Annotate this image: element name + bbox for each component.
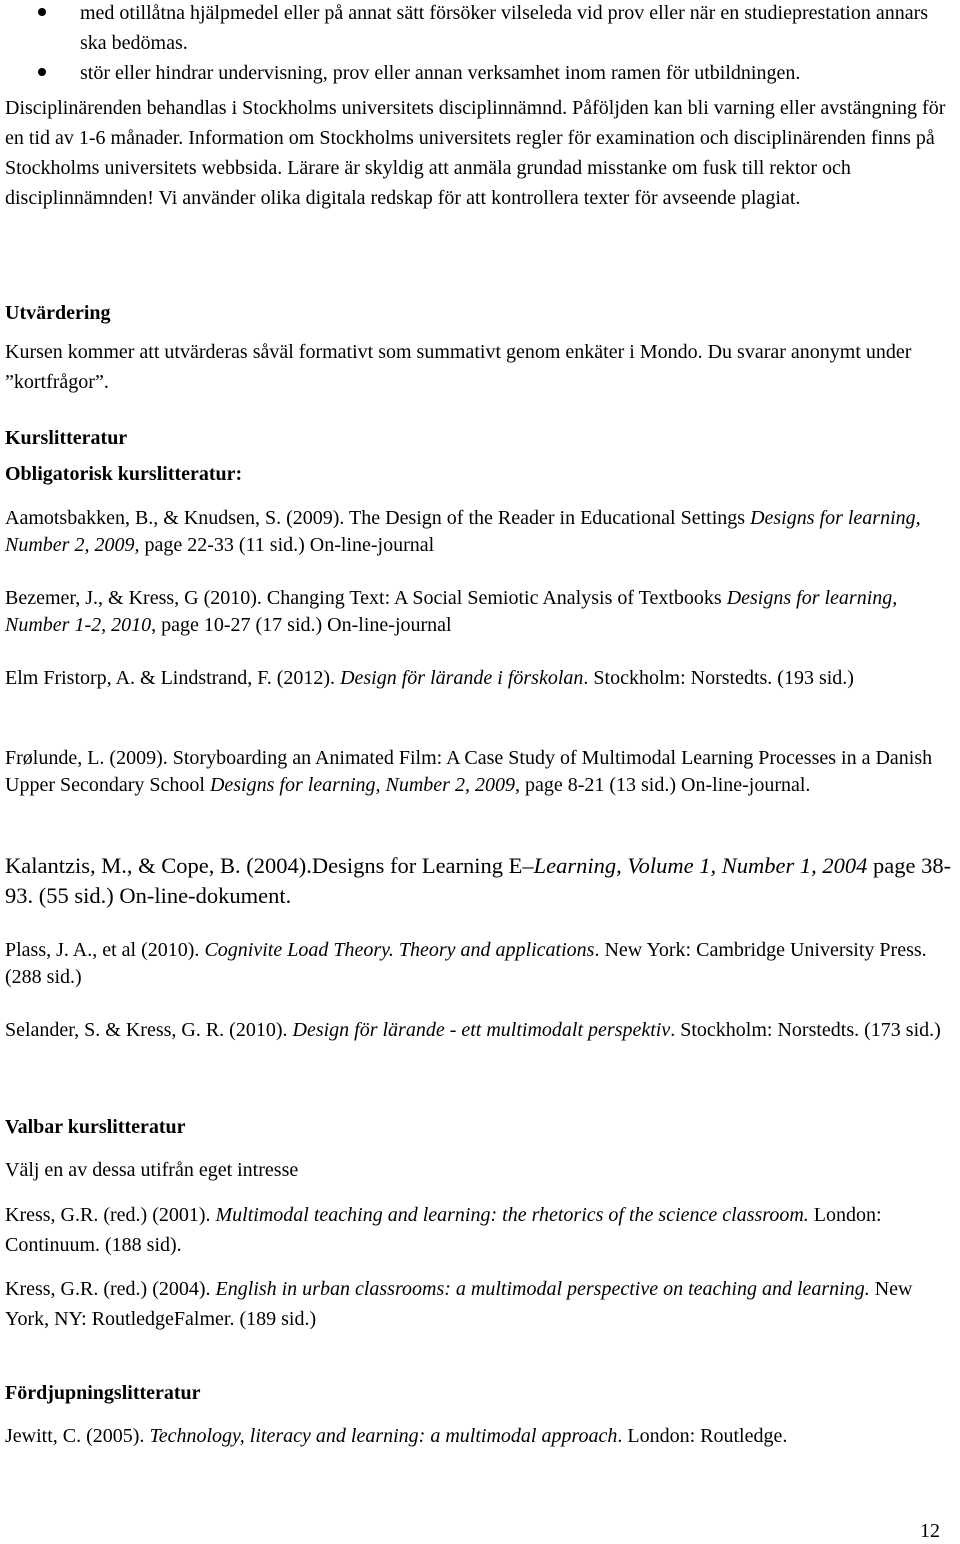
list-item: med otillåtna hjälpmedel eller på annat sätt försöker vilseleda vid prov eller när en studieprestation annars ska bedömas. (38, 0, 943, 58)
bullet-icon (38, 68, 46, 76)
literature-heading: Kurslitteratur (5, 427, 128, 449)
reference-item: Aamotsbakken, B., & Knudsen, S. (2009). The Design of the Reader in Educational Settings Designs for learning, Number 2, 2009, page 22-33 (11 sid.) On-line-journal (5, 507, 921, 556)
reference-item: Jewitt, C. (2005). Technology, literacy and learning: a multimodal approach. London: Routledge. (5, 1425, 788, 1447)
reference-item: Bezemer, J., & Kress, G (2010). Changing Text: A Social Semiotic Analysis of Textbooks Designs for learning, Number 1-2, 2010, page 10-27 (17 sid.) On-line-journal (5, 587, 898, 636)
list-item: stör eller hindrar undervisning, prov eller annan verksamhet inom ramen för utbildningen. (38, 58, 943, 88)
reference-item: Kress, G.R. (red.) (2004). English in urban classrooms: a multimodal perspective on teaching and learning. New York, NY: RoutledgeFalmer. (189 sid.) (5, 1278, 913, 1330)
page-number: 12 (920, 1520, 940, 1542)
reference-item: Elm Fristorp, A. & Lindstrand, F. (2012). Design för lärande i förskolan. Stockholm: Norstedts. (193 sid.) (5, 667, 854, 689)
advanced-literature-heading: Fördjupningslitteratur (5, 1382, 201, 1404)
mandatory-literature-heading: Obligatorisk kurslitteratur: (5, 463, 243, 485)
bullet-list (38, 0, 943, 88)
bullet-icon (38, 8, 46, 16)
optional-intro: Välj en av dessa utifrån eget intresse (5, 1159, 299, 1181)
discipline-paragraph: Disciplinärenden behandlas i Stockholms universitets disciplinnämnd. Påföljden kan bli varning eller avstängning för en tid av 1-6 månader. Information om Stockholms universitets regler för examination och disciplinärenden finns på Stockholms universitets webbsida. Lärare är skyldig att anmäla grundad misstanke om fusk till rektor och disciplinnämnden! Vi använder olika digitala redskap för att kontrollera texter för avseende plagiat. (5, 97, 946, 209)
evaluation-paragraph: Kursen kommer att utvärderas såväl formativt som summativt genom enkäter i Mondo. Du svarar anonymt under ”kortfrågor”. (5, 341, 912, 393)
reference-item: Kalantzis, M., & Cope, B. (2004).Designs for Learning E–Learning, Volume 1, Number 1, 2004 page 38-93. (55 sid.) On-line-dokument. (5, 853, 952, 908)
evaluation-heading: Utvärdering (5, 302, 111, 324)
reference-item: Plass, J. A., et al (2010). Cognivite Load Theory. Theory and applications. New York: Cambridge University Press. (288 sid.) (5, 939, 927, 988)
reference-item: Frølunde, L. (2009). Storyboarding an Animated Film: A Case Study of Multimodal Learning Processes in a Danish Upper Secondary School Designs for learning, Number 2, 2009, page 8-21 (13 sid.) On-line-journal. (5, 747, 933, 796)
optional-literature-heading: Valbar kurslitteratur (5, 1116, 186, 1138)
reference-item: Selander, S. & Kress, G. R. (2010). Design för lärande - ett multimodalt perspektiv. Stockholm: Norstedts. (173 sid.) (5, 1019, 941, 1041)
reference-item: Kress, G.R. (red.) (2001). Multimodal teaching and learning: the rhetorics of the science classroom. London: Continuum. (188 sid). (5, 1204, 882, 1256)
